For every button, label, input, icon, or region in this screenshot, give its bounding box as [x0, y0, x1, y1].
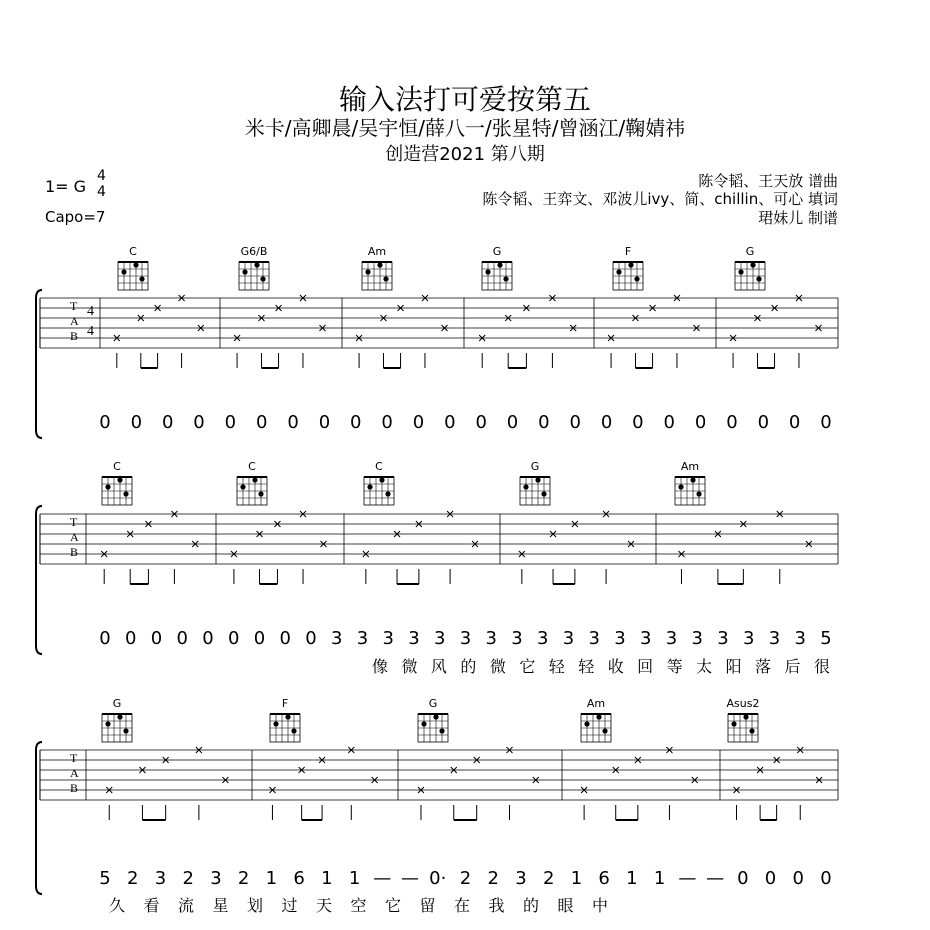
lyric-char: 在 [453, 896, 470, 915]
lyric-char: 后 [784, 657, 801, 676]
jianpu-note: 0 [224, 412, 237, 433]
jianpu-note: 5 [820, 628, 832, 649]
lyric-char: 很 [813, 657, 830, 676]
chord-name: Am [680, 460, 700, 473]
lyric-char: 天 [315, 896, 332, 915]
lyric-char: 回 [637, 657, 654, 676]
chord-name: G [492, 245, 502, 258]
jianpu-note: 6 [598, 868, 610, 889]
jianpu-note: 3 [511, 628, 523, 649]
chord-dot [254, 262, 259, 267]
chord-dot [749, 728, 754, 733]
jianpu-note: 2 [542, 868, 555, 889]
time-signature-top: 4 [97, 168, 106, 184]
chord-dot [750, 262, 755, 267]
lyric-char: 的 [522, 896, 539, 915]
jianpu-note: 5 [99, 868, 111, 889]
jianpu-note: 0 [726, 412, 738, 433]
jianpu-note: 3 [459, 628, 472, 649]
chord-dot [291, 728, 296, 733]
chord-dot [678, 484, 683, 489]
composer-credit: 陈令韬、王天放 谱曲 [698, 172, 838, 190]
chord-dot [756, 276, 761, 281]
jianpu-note: — [706, 868, 725, 889]
chord-dot [385, 491, 390, 496]
jianpu-note: 3 [434, 628, 446, 649]
chord-dot [584, 721, 589, 726]
chord-name: G [745, 245, 755, 258]
chord-dot [123, 728, 128, 733]
jianpu-note: 3 [485, 628, 497, 649]
lyric-char: 我 [488, 896, 505, 915]
jianpu-note: 0 [125, 628, 137, 649]
jianpu-note: 1 [321, 868, 333, 889]
jianpu-note: 0 [256, 412, 268, 433]
lyric-char: 阳 [725, 657, 742, 676]
chord-dot [541, 491, 546, 496]
jianpu-note: 2 [182, 868, 194, 889]
chord-dot [535, 477, 540, 482]
jianpu-note: 0 [475, 412, 487, 433]
lyric-char: 微 [401, 657, 418, 676]
jianpu-note: 3 [537, 628, 549, 649]
lyric-char: 等 [666, 657, 683, 676]
jianpu-note: 0 [99, 412, 111, 433]
song-title: 输入法打可爱按第五 [338, 83, 591, 116]
key-signature: 1= G [45, 177, 87, 196]
lyric-char: 空 [350, 896, 367, 915]
jianpu-note: 0 [176, 628, 188, 649]
jianpu-note: 3 [356, 628, 369, 649]
chord-name: C [248, 460, 256, 473]
tab-letter: A [70, 766, 79, 780]
jianpu-note: 0· [429, 868, 447, 889]
jianpu-note: 1 [626, 868, 638, 889]
jianpu-note: 0 [161, 412, 174, 433]
chord-dot [497, 262, 502, 267]
jianpu-note: 3 [588, 628, 600, 649]
jianpu-note: 0 [792, 868, 804, 889]
chord-dot [439, 728, 444, 733]
chord-name: Am [586, 697, 606, 710]
jianpu-note: 0 [737, 868, 749, 889]
chord-dot [260, 276, 265, 281]
chord-dot [616, 269, 621, 274]
jianpu-note: 6 [293, 868, 305, 889]
lyric-char: 它 [384, 896, 401, 915]
jianpu-note: 1 [653, 868, 666, 889]
jianpu-note: 3 [743, 628, 755, 649]
chord-dot [117, 477, 122, 482]
chord-name: G [530, 460, 540, 473]
chord-name: G [112, 697, 122, 710]
chord-dot [123, 491, 128, 496]
tab-letter: A [70, 530, 79, 544]
jianpu-note: 0 [569, 412, 581, 433]
tab-letter: T [70, 299, 78, 313]
lyric-char: 星 [212, 896, 229, 915]
lyric-char: 流 [177, 896, 194, 915]
jianpu-note: 0 [99, 628, 111, 649]
chord-dot [628, 262, 633, 267]
jianpu-note: 0 [202, 628, 214, 649]
jianpu-note: 1 [570, 868, 583, 889]
chord-dot [696, 491, 701, 496]
jianpu-note: 3 [717, 628, 729, 649]
tab-letter: T [70, 751, 78, 765]
lyric-char: 轻 [548, 657, 565, 676]
jianpu-note: 0 [764, 868, 777, 889]
lyric-char: 过 [281, 896, 298, 915]
jianpu-note: 0 [788, 412, 801, 433]
jianpu-note: 3 [768, 628, 781, 649]
jianpu-note: 1 [265, 868, 278, 889]
jianpu-note: 0 [820, 412, 832, 433]
chord-dot [634, 276, 639, 281]
lyric-char: 落 [755, 657, 772, 676]
chord-dot [252, 477, 257, 482]
jianpu-note: — [678, 868, 697, 889]
jianpu-note: 0 [228, 628, 240, 649]
jianpu-note: 3 [794, 628, 806, 649]
lyric-char: 风 [430, 657, 447, 676]
jianpu-note: 0 [279, 628, 291, 649]
chord-name: C [113, 460, 121, 473]
system-bracket [36, 506, 42, 654]
arranger-credit: 珺妹儿 制谱 [758, 209, 838, 227]
tab-letter: A [70, 314, 79, 328]
jianpu-note: 0 [694, 412, 707, 433]
jianpu-note: 3 [154, 868, 167, 889]
lyric-char: 像 [371, 657, 388, 676]
chord-dot [242, 269, 247, 274]
tab-time-sig: 4 [87, 324, 94, 339]
chord-dot [503, 276, 508, 281]
chord-name: Asus2 [726, 697, 760, 710]
show-name: 创造营2021 第八期 [385, 144, 545, 165]
jianpu-note: 3 [614, 628, 626, 649]
system-bracket [36, 290, 42, 438]
chord-dot [379, 477, 384, 482]
lyric-char: 划 [246, 896, 263, 915]
chord-dot [731, 721, 736, 726]
jianpu-note: 0 [130, 412, 143, 433]
chord-dot [743, 714, 748, 719]
chord-dot [421, 721, 426, 726]
jianpu-note: 0 [663, 412, 675, 433]
jianpu-note: — [401, 868, 420, 889]
chord-dot [596, 714, 601, 719]
jianpu-note: 0 [287, 412, 299, 433]
jianpu-note: 3 [210, 868, 222, 889]
chord-name: Am [367, 245, 387, 258]
lyricist-credit: 陈令韬、王弈文、邓波儿ivy、简、chillin、可心 填词 [482, 190, 838, 208]
chord-name: C [375, 460, 383, 473]
chord-dot [485, 269, 490, 274]
jianpu-note: 3 [562, 628, 575, 649]
lyric-char: 眼 [557, 896, 574, 915]
jianpu-note: 3 [640, 628, 652, 649]
tab-letter: B [70, 781, 79, 795]
jianpu-note: 0 [412, 412, 425, 433]
jianpu-note: 3 [515, 868, 527, 889]
chord-dot [240, 484, 245, 489]
jianpu-note: 3 [331, 628, 343, 649]
tab-letter: B [70, 329, 79, 343]
lyric-char: 留 [419, 896, 436, 915]
chord-dot [121, 269, 126, 274]
jianpu-note: 2 [459, 868, 472, 889]
lyric-char: 看 [143, 896, 160, 915]
jianpu-note: 0 [444, 412, 456, 433]
time-signature-bottom: 4 [97, 184, 106, 200]
tab-letter: B [70, 545, 79, 559]
lyric-char: 的 [460, 657, 477, 676]
tab-letter: T [70, 515, 78, 529]
chord-name: F [281, 697, 289, 710]
chord-dot [602, 728, 607, 733]
chord-name: G6/B [240, 245, 268, 258]
jianpu-note: 0 [350, 412, 362, 433]
jianpu-note: 2 [487, 868, 499, 889]
lyric-char: 微 [489, 657, 506, 676]
jianpu-note: 0 [381, 412, 393, 433]
jianpu-note: 0 [600, 412, 613, 433]
lyric-char: 它 [519, 657, 536, 676]
chord-dot [258, 491, 263, 496]
chord-dot [738, 269, 743, 274]
jianpu-note: 0 [318, 412, 331, 433]
lyric-char: 久 [108, 896, 125, 915]
chord-dot [285, 714, 290, 719]
jianpu-note: 3 [691, 628, 703, 649]
jianpu-note: 3 [408, 628, 420, 649]
jianpu-note: 0 [150, 628, 163, 649]
chord-dot [139, 276, 144, 281]
system-bracket [36, 742, 42, 894]
jianpu-note: 0 [506, 412, 519, 433]
chord-dot [105, 721, 110, 726]
chord-dot [377, 262, 382, 267]
jianpu-note: 0 [820, 868, 832, 889]
jianpu-note: 3 [665, 628, 678, 649]
jianpu-note: 3 [382, 628, 394, 649]
artists: 米卡/高卿晨/吴宇恒/薛八一/张星特/曾涵江/鞠婧祎 [244, 116, 686, 140]
jianpu-note: — [373, 868, 392, 889]
chord-dot [273, 721, 278, 726]
chord-dot [365, 269, 370, 274]
tab-time-sig: 4 [87, 304, 94, 319]
chord-dot [523, 484, 528, 489]
chord-name: F [624, 245, 632, 258]
lyric-char: 中 [591, 896, 608, 915]
lyric-char: 收 [607, 657, 624, 676]
chord-dot [117, 714, 122, 719]
jianpu-note: 0 [253, 628, 266, 649]
chord-name: G [428, 697, 438, 710]
jianpu-note: 0 [538, 412, 550, 433]
chord-name: C [129, 245, 137, 258]
chord-dot [133, 262, 138, 267]
lyric-char: 轻 [578, 657, 595, 676]
jianpu-note: 0 [193, 412, 205, 433]
chord-dot [433, 714, 438, 719]
jianpu-note: 1 [348, 868, 361, 889]
jianpu-note: 2 [237, 868, 250, 889]
jianpu-note: 0 [632, 412, 644, 433]
chord-dot [367, 484, 372, 489]
capo: Capo=7 [45, 208, 106, 226]
chord-dot [383, 276, 388, 281]
chord-dot [690, 477, 695, 482]
jianpu-note: 2 [126, 868, 139, 889]
jianpu-note: 0 [305, 628, 317, 649]
jianpu-note: 0 [757, 412, 770, 433]
chord-dot [105, 484, 110, 489]
lyric-char: 太 [696, 657, 713, 676]
